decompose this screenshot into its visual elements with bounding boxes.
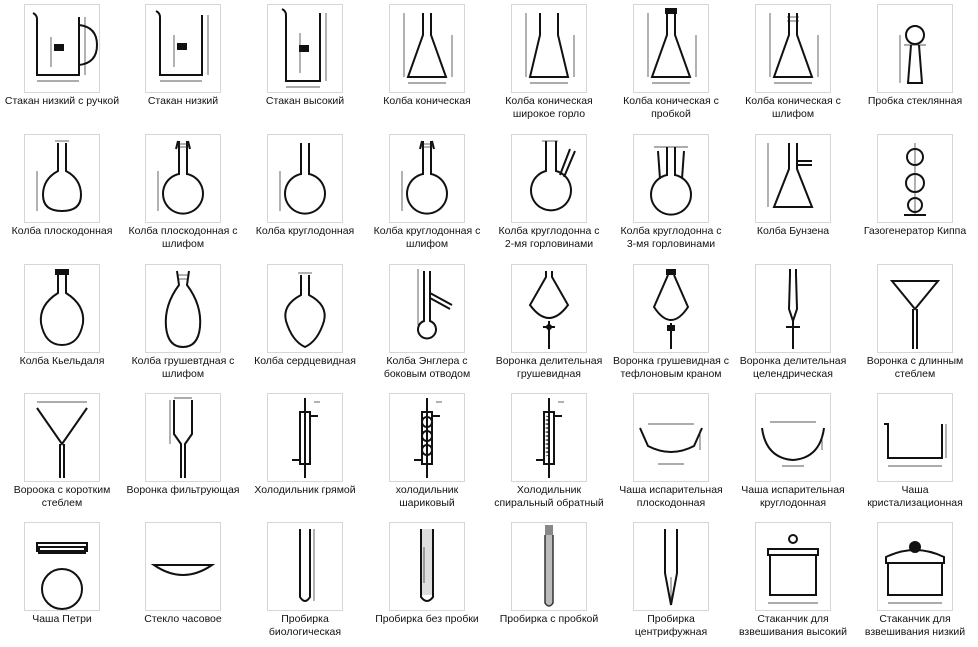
item-label-line: биологическая xyxy=(268,625,342,638)
two-neck-flask-icon xyxy=(511,134,587,223)
catalog-item[interactable] xyxy=(366,130,488,259)
item-label-line: стеблем xyxy=(41,496,83,509)
catalog-item[interactable] xyxy=(122,260,244,389)
item-label-line: тефлоновым краном xyxy=(620,367,722,380)
catalog-item[interactable] xyxy=(366,260,488,389)
catalog-item[interactable] xyxy=(122,130,244,259)
conical-flask-stopper-icon xyxy=(633,4,709,93)
item-label-line: целендрическая xyxy=(753,367,833,380)
item-label-line: Пробка стеклянная xyxy=(867,95,963,107)
bulb-condenser-icon xyxy=(389,393,465,482)
three-neck-flask-icon xyxy=(633,134,709,223)
test-tube-no-stopper-icon xyxy=(389,522,465,611)
separatory-funnel-pear-icon xyxy=(511,264,587,353)
catalog-item[interactable] xyxy=(610,389,732,518)
separatory-funnel-teflon-icon xyxy=(633,264,709,353)
item-label-line: взвешивания высокий xyxy=(738,625,848,638)
catalog-item[interactable] xyxy=(244,389,366,518)
item-label-line: Воронка делительная xyxy=(495,355,603,367)
item-label xyxy=(0,95,125,108)
catalog-item[interactable] xyxy=(488,389,610,518)
catalog-item[interactable] xyxy=(366,518,488,647)
item-label xyxy=(852,95,978,108)
item-label-line: Стакан низкий с ручкой xyxy=(4,95,120,107)
heart-flask-icon xyxy=(267,264,343,353)
item-label xyxy=(608,225,734,250)
glass-stopper-icon xyxy=(877,4,953,93)
item-label-line: Чаша xyxy=(901,484,929,496)
item-label xyxy=(730,484,856,509)
item-label xyxy=(730,225,856,238)
item-label-line: шариковый xyxy=(399,496,455,509)
item-label xyxy=(242,613,368,638)
item-label xyxy=(608,95,734,120)
item-label-line: Стаканчик для xyxy=(879,613,951,625)
kipp-apparatus-icon xyxy=(877,134,953,223)
item-label xyxy=(364,95,490,108)
item-label-line: Пробирка xyxy=(281,613,329,625)
round-bottom-flask-icon xyxy=(267,134,343,223)
catalog-item[interactable] xyxy=(610,518,732,647)
beaker-tall-icon xyxy=(267,4,343,93)
item-label-line: пробкой xyxy=(651,107,691,120)
biological-test-tube-icon xyxy=(267,522,343,611)
item-label xyxy=(486,95,612,120)
item-label-line: Колба коническая с xyxy=(623,95,719,107)
catalog-item[interactable] xyxy=(854,518,976,647)
catalog-item[interactable] xyxy=(1,518,123,647)
item-label-line: Холодильник xyxy=(516,484,582,496)
item-label xyxy=(608,484,734,509)
item-label-line: холодильник xyxy=(395,484,459,496)
item-label-line: Чаша испарительная xyxy=(619,484,723,496)
item-label-line: Холодильник грямой xyxy=(254,484,356,496)
item-label xyxy=(120,613,246,626)
item-label-line: Пробирка с пробкой xyxy=(499,613,599,625)
catalog-item[interactable] xyxy=(1,260,123,389)
catalog-item[interactable] xyxy=(610,130,732,259)
item-label-line: кристализационная xyxy=(867,496,963,509)
crystallizing-dish-icon xyxy=(877,393,953,482)
straight-condenser-icon xyxy=(267,393,343,482)
item-label-line: Воронка грушевидная с xyxy=(612,355,730,367)
catalog-item[interactable] xyxy=(610,260,732,389)
flat-evaporating-dish-icon xyxy=(633,393,709,482)
item-label xyxy=(120,484,246,497)
item-label-line: 2-мя горловинами xyxy=(504,237,594,250)
long-stem-funnel-icon xyxy=(877,264,953,353)
item-label xyxy=(486,484,612,509)
catalog-item[interactable] xyxy=(854,389,976,518)
catalog-item[interactable] xyxy=(366,389,488,518)
item-label-line: Пробирка без пробки xyxy=(375,613,479,625)
item-label-line: шлифом xyxy=(161,237,205,250)
item-label-line: боковым отводом xyxy=(383,367,471,380)
catalog-item[interactable] xyxy=(854,0,976,129)
item-label-line: Чаша испарительная xyxy=(741,484,845,496)
item-label-line: Стакан высокий xyxy=(265,95,345,107)
catalog-item[interactable] xyxy=(854,130,976,259)
item-label xyxy=(730,613,856,638)
item-label xyxy=(120,355,246,380)
item-label-line: Колба коническая xyxy=(505,95,593,107)
flat-bottom-flask-joint-icon xyxy=(145,134,221,223)
item-label xyxy=(0,355,125,368)
item-label-line: Колба плоскодонная с xyxy=(128,225,238,237)
spiral-condenser-icon xyxy=(511,393,587,482)
short-stem-funnel-icon xyxy=(24,393,100,482)
item-label-line: Пробирка xyxy=(647,613,695,625)
weighing-bottle-tall-icon xyxy=(755,522,831,611)
catalog-item[interactable] xyxy=(122,389,244,518)
item-label-line: грушевидная xyxy=(517,367,581,380)
item-label xyxy=(364,484,490,509)
item-label-line: Колба грушевтдная с xyxy=(131,355,235,367)
separatory-funnel-cylinder-icon xyxy=(755,264,831,353)
catalog-item[interactable] xyxy=(854,260,976,389)
catalog-item[interactable] xyxy=(244,518,366,647)
catalog-item[interactable] xyxy=(1,0,123,129)
item-label-line: Колба коническая xyxy=(383,95,471,107)
catalog-item[interactable] xyxy=(244,0,366,129)
test-tube-stopper-icon xyxy=(511,522,587,611)
item-label-line: Чаша Петри xyxy=(32,613,92,625)
item-label-line: шлифом xyxy=(161,367,205,380)
item-label-line: взвешивания низкий xyxy=(864,625,966,638)
item-label-line: Колба круглодонна с xyxy=(620,225,722,237)
weighing-bottle-low-icon xyxy=(877,522,953,611)
item-label-line: плоскодонная xyxy=(636,496,706,509)
conical-flask-icon xyxy=(389,4,465,93)
item-label xyxy=(364,355,490,380)
item-label-line: Газогенератор Киппа xyxy=(863,225,967,237)
item-label-line: шлифом xyxy=(771,107,815,120)
engler-flask-icon xyxy=(389,264,465,353)
item-label-line: центрифужная xyxy=(634,625,708,638)
item-label-line: Стекло часовое xyxy=(144,613,222,625)
kjeldahl-flask-icon xyxy=(24,264,100,353)
item-label-line: Колба круглодонная с xyxy=(373,225,481,237)
item-label-line: спиральный обратный xyxy=(494,496,604,509)
item-label-line: круглодонная xyxy=(759,496,827,509)
item-label xyxy=(120,225,246,250)
catalog-item[interactable] xyxy=(244,260,366,389)
round-bottom-flask-joint-icon xyxy=(389,134,465,223)
catalog-item[interactable] xyxy=(732,389,854,518)
catalog-item[interactable] xyxy=(244,130,366,259)
conical-flask-wide-neck-icon xyxy=(511,4,587,93)
conical-flask-ground-joint-icon xyxy=(755,4,831,93)
bunsen-flask-icon xyxy=(755,134,831,223)
item-label-line: стеблем xyxy=(894,367,936,380)
item-label-line: Воронка с длинным xyxy=(866,355,964,367)
catalog-item[interactable] xyxy=(732,518,854,647)
beaker-low-handle-icon xyxy=(24,4,100,93)
item-label-line: Колба круглодонна с xyxy=(498,225,600,237)
item-label-line: Колба сердцевидная xyxy=(254,355,356,367)
item-label xyxy=(242,355,368,368)
catalog-item[interactable] xyxy=(732,260,854,389)
flat-bottom-flask-icon xyxy=(24,134,100,223)
item-label xyxy=(242,484,368,497)
item-label xyxy=(730,95,856,120)
catalog-item[interactable] xyxy=(366,0,488,129)
item-label-line: Воронка делительная xyxy=(739,355,847,367)
item-label-line: Колба Бунзена xyxy=(756,225,830,237)
item-label-line: Колба Энглера с xyxy=(386,355,468,367)
watch-glass-icon xyxy=(145,522,221,611)
item-label xyxy=(364,613,490,626)
beaker-low-icon xyxy=(145,4,221,93)
item-label xyxy=(852,225,978,238)
item-label xyxy=(730,355,856,380)
catalog-item[interactable] xyxy=(122,0,244,129)
item-label-line: Вороока с коротким xyxy=(13,484,111,496)
item-label xyxy=(486,355,612,380)
item-label xyxy=(608,355,734,380)
item-label-line: Колба Кьельдаля xyxy=(19,355,105,367)
item-label xyxy=(242,95,368,108)
item-label xyxy=(608,613,734,638)
item-label xyxy=(0,225,125,238)
item-label-line: Колба плоскодонная xyxy=(11,225,113,237)
item-label xyxy=(120,95,246,108)
item-label-line: Колба круглодонная xyxy=(255,225,355,237)
item-label-line: шлифом xyxy=(405,237,449,250)
item-label xyxy=(852,613,978,638)
catalog-item[interactable] xyxy=(732,130,854,259)
item-label-line: Колба коническая с xyxy=(745,95,841,107)
catalog-item[interactable] xyxy=(488,130,610,259)
catalog-item[interactable] xyxy=(488,0,610,129)
item-label xyxy=(364,225,490,250)
catalog-item[interactable] xyxy=(610,0,732,129)
round-evaporating-dish-icon xyxy=(755,393,831,482)
item-label xyxy=(852,355,978,380)
item-label-line: Стакан низкий xyxy=(147,95,219,107)
item-label-line: 3-мя горловинами xyxy=(626,237,716,250)
item-label-line: Воронка фильтрующая xyxy=(126,484,240,496)
item-label-line: Стаканчик для xyxy=(757,613,829,625)
catalog-item[interactable] xyxy=(122,518,244,647)
catalog-item[interactable] xyxy=(488,260,610,389)
centrifuge-tube-icon xyxy=(633,522,709,611)
catalog-item[interactable] xyxy=(1,389,123,518)
item-label xyxy=(242,225,368,238)
item-label xyxy=(486,613,612,626)
item-label xyxy=(486,225,612,250)
item-label-line: широкое горло xyxy=(512,107,586,120)
filter-funnel-icon xyxy=(145,393,221,482)
petri-dish-icon xyxy=(24,522,100,611)
item-label xyxy=(0,484,125,509)
pear-flask-icon xyxy=(145,264,221,353)
catalog-item[interactable] xyxy=(1,130,123,259)
catalog-item[interactable] xyxy=(732,0,854,129)
catalog-item[interactable] xyxy=(488,518,610,647)
item-label xyxy=(852,484,978,509)
item-label xyxy=(0,613,125,626)
